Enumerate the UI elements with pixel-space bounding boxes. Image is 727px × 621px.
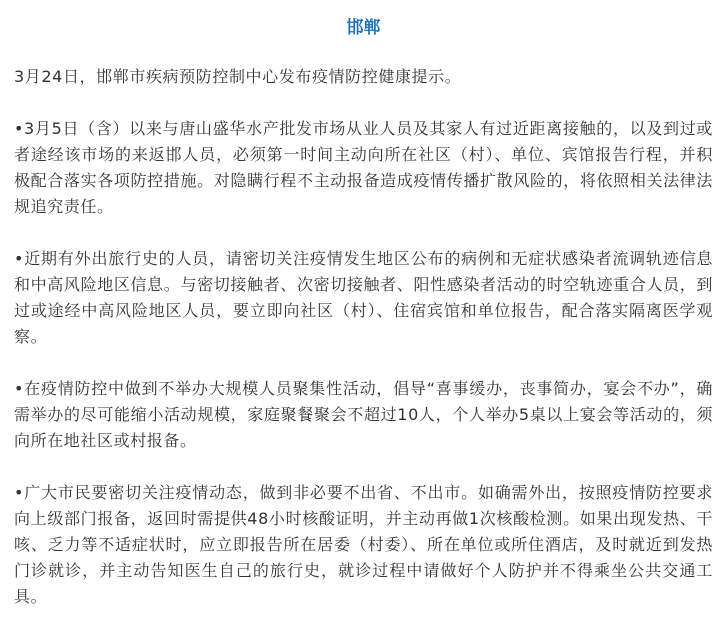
article-title: 邯郸 [346,18,381,38]
paragraph-spacer [14,220,713,246]
intro-paragraph: 3月24日，邯郸市疾病预防控制中心发布疫情防控健康提示。 [14,67,462,86]
bullet-paragraph-3: •在疫情防控中做到不举办大规模人员聚集性活动，倡导“喜事缓办，丧事简办，宴会不办”，确需举办的尽可能缩小活动规模，家庭聚餐聚会不超过10人，个人举办5桌以上宴会等活动的，须向所在地社区或村报备。 [14,379,713,450]
bullet-paragraph-1: •3月5日（含）以来与唐山盛华水产批发市场从业人员及其家人有过近距离接触的，以及到过或者途经该市场的来返邯人员，必须第一时间主动向所在社区（村）、单位、宾馆报告行程，并积极配合落实各项防控措施。对隐瞒行程不主动报备造成疫情传播扩散风险的，将依照相关法律法规追究责任。 [14,119,713,216]
paragraph-spacer [14,454,713,480]
paragraph-spacer [14,90,713,116]
bullet-paragraph-2: •近期有外出旅行史的人员，请密切关注疫情发生地区公布的病例和无症状感染者流调轨迹信息和中高风险地区信息。与密切接触者、次密切接触者、阳性感染者活动的时空轨迹重合人员，到过或途经中高风险地区人员，要立即向社区（村）、住宿宾馆和单位报告，配合落实隔离医学观察。 [14,249,713,346]
paragraph-spacer [14,350,713,376]
bullet-paragraph-4: •广大市民要密切关注疫情动态，做到非必要不出省、不出市。如确需外出，按照疫情防控要求向上级部门报备，返回时需提供48小时核酸证明，并主动再做1次核酸检测。如果出现发热、干咳、乏力等不适症状时，应立即报告所在居委（村委）、所在单位或所住酒店，及时就近到发热门诊就诊，并主动告知医生自己的旅行史，就诊过程中请做好个人防护并不得乘坐公共交通工具。 [14,483,713,606]
